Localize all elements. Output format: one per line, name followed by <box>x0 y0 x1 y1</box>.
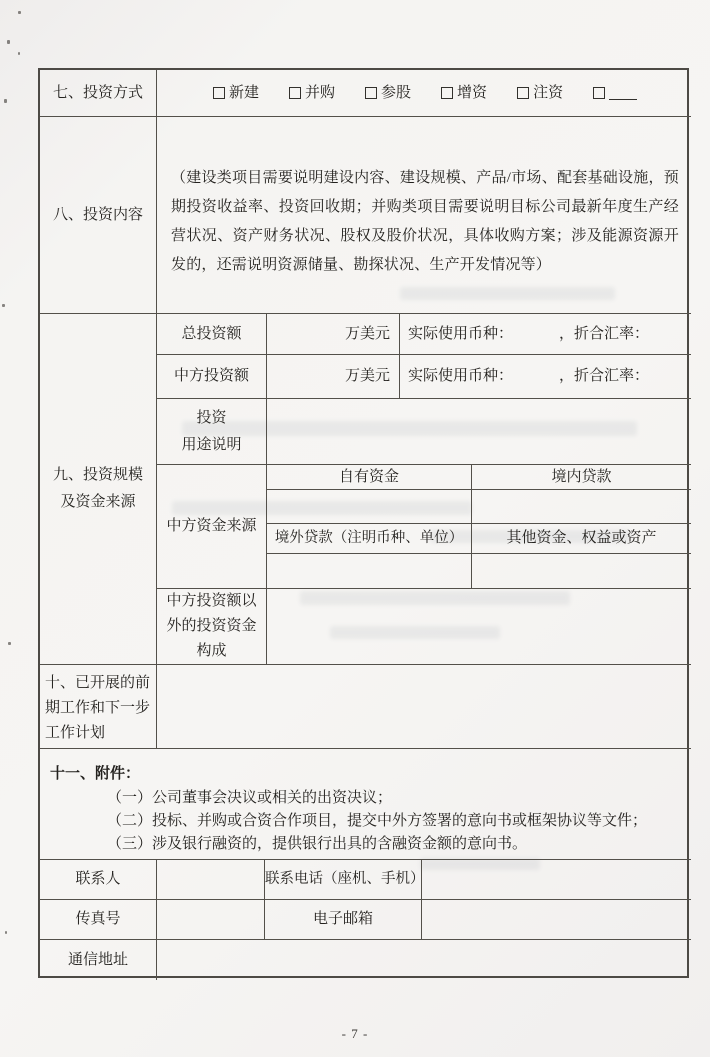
email-value-cell <box>422 900 691 940</box>
phone-label <box>265 860 425 900</box>
currency-label: 实际使用币种： <box>408 368 514 385</box>
label-text: 中方投资额 <box>173 368 249 385</box>
chinese-investment-amount-cell <box>267 355 400 399</box>
domestic-loans-value-cell <box>472 490 691 524</box>
own-funds-value-cell <box>267 490 472 524</box>
mailing-address-value-cell <box>157 940 691 980</box>
label-text: 联系电话（座机、手机） <box>265 870 425 887</box>
domestic-loans-header <box>472 465 691 490</box>
total-investment-currency-cell <box>400 314 691 355</box>
label-text: 通信地址 <box>67 951 128 968</box>
row-label-investment-content <box>40 117 157 314</box>
usage-description-label <box>157 399 267 465</box>
checkbox-option-equity <box>365 83 411 103</box>
checkbox-icon <box>365 87 377 99</box>
investment-content-note: （建设类项目需要说明建设内容、建设规模、产品/市场、配套基础设施，预期投资收益率、投资回收期；并购类项目需要说明目标公司最新年度生产经营状况、资产财务状况、股权及股价状况，具体收购方案；涉及能源资源开发的，还需说明资源储量、勘探状况、生产开发情况等） <box>171 170 679 273</box>
currency-label: 实际使用币种： <box>408 325 514 342</box>
preliminary-work-value-cell <box>157 665 691 749</box>
scan-speck <box>18 52 20 55</box>
investment-form-table <box>38 68 689 978</box>
checkbox-icon <box>213 87 225 99</box>
attachments-title: 十一、附件： <box>50 766 141 782</box>
checkbox-icon <box>593 87 605 99</box>
attachment-item: （二）投标、并购或合资合作项目，提交中外方签署的意向书或框架协议等文件； <box>107 813 648 829</box>
scan-speck <box>5 931 7 934</box>
checkbox-label: 新建 <box>229 84 260 101</box>
row-label-line: 及资金来源 <box>60 494 136 510</box>
investment-content-note-cell <box>157 117 691 314</box>
label-text: 传真号 <box>75 911 121 928</box>
checkbox-option-new <box>213 83 259 103</box>
other-funds-header <box>472 524 691 554</box>
investment-method-options <box>157 70 691 117</box>
checkbox-label: 增资 <box>457 84 488 101</box>
scan-speck <box>4 99 7 103</box>
header-text: 境外贷款（注明币种、单位） <box>274 529 464 546</box>
header-text: 其他资金、权益或资产 <box>506 530 657 547</box>
scan-speck <box>8 642 11 645</box>
funding-source-label <box>157 465 267 589</box>
checkbox-option-capital-increase <box>441 83 487 103</box>
mailing-address-label <box>40 940 157 980</box>
header-text: 境内贷款 <box>551 468 612 485</box>
checkbox-option-other <box>593 86 637 100</box>
attachment-item: （一）公司董事会决议或相关的出资决议； <box>107 790 393 806</box>
unit-label: 万美元 <box>344 368 390 385</box>
chinese-investment-label <box>157 355 267 399</box>
checkbox-icon <box>289 87 301 99</box>
checkbox-icon <box>441 87 453 99</box>
checkbox-label: 注资 <box>533 84 564 101</box>
fax-value-cell <box>157 900 265 940</box>
checkbox-option-merger <box>289 83 335 103</box>
label-text: 中方资金来源 <box>166 518 257 535</box>
chinese-investment-currency-cell <box>400 355 691 399</box>
label-text: 中方投资额以外的投资资金构成 <box>166 593 257 659</box>
total-investment-label <box>157 314 267 355</box>
exchange-rate-label: ，折合汇率： <box>559 325 650 342</box>
other-investment-composition-value-cell <box>267 589 691 665</box>
label-text: 联系人 <box>75 871 121 888</box>
own-funds-header <box>267 465 472 490</box>
contact-person-value-cell <box>157 860 265 900</box>
scan-speck <box>18 11 21 14</box>
label-text: 电子邮箱 <box>312 911 373 928</box>
email-label <box>265 900 422 940</box>
fax-label <box>40 900 157 940</box>
overseas-loans-header <box>267 524 472 554</box>
checkbox-label: 参股 <box>381 84 412 101</box>
total-investment-amount-cell <box>267 314 400 355</box>
other-funds-value-cell <box>472 554 691 589</box>
row-label-line: 九、投资规模 <box>52 467 143 483</box>
header-text: 自有资金 <box>338 468 399 485</box>
label-line: 投资 <box>196 409 227 426</box>
attachments-section <box>40 749 691 860</box>
row-label-investment-method <box>40 70 157 117</box>
phone-value-cell <box>422 860 691 900</box>
checkbox-label: 并购 <box>305 84 336 101</box>
checkbox-icon <box>517 87 529 99</box>
page-number: - 7 - <box>341 1026 369 1041</box>
label-text: 总投资额 <box>181 325 242 342</box>
checkbox-option-capital-injection <box>517 83 563 103</box>
blank-underline <box>609 86 637 100</box>
overseas-loans-value-cell <box>267 554 472 589</box>
exchange-rate-label: ，折合汇率： <box>559 368 650 385</box>
usage-description-value-cell <box>267 399 691 465</box>
row-label-text: 八、投资内容 <box>52 206 143 223</box>
unit-label: 万美元 <box>344 325 390 342</box>
row-label-preliminary-work <box>40 665 157 749</box>
row-label-investment-scale <box>40 314 157 665</box>
contact-person-label <box>40 860 157 900</box>
scan-speck <box>7 40 10 44</box>
row-label-text: 十、已开展的前期工作和下一步工作计划 <box>45 675 151 741</box>
scan-speck <box>2 304 5 307</box>
row-label-text: 七、投资方式 <box>52 84 143 101</box>
attachment-item: （三）涉及银行融资的，提供银行出具的含融资金额的意向书。 <box>107 836 528 852</box>
label-line: 用途说明 <box>181 436 242 453</box>
other-investment-composition-label <box>157 589 267 665</box>
